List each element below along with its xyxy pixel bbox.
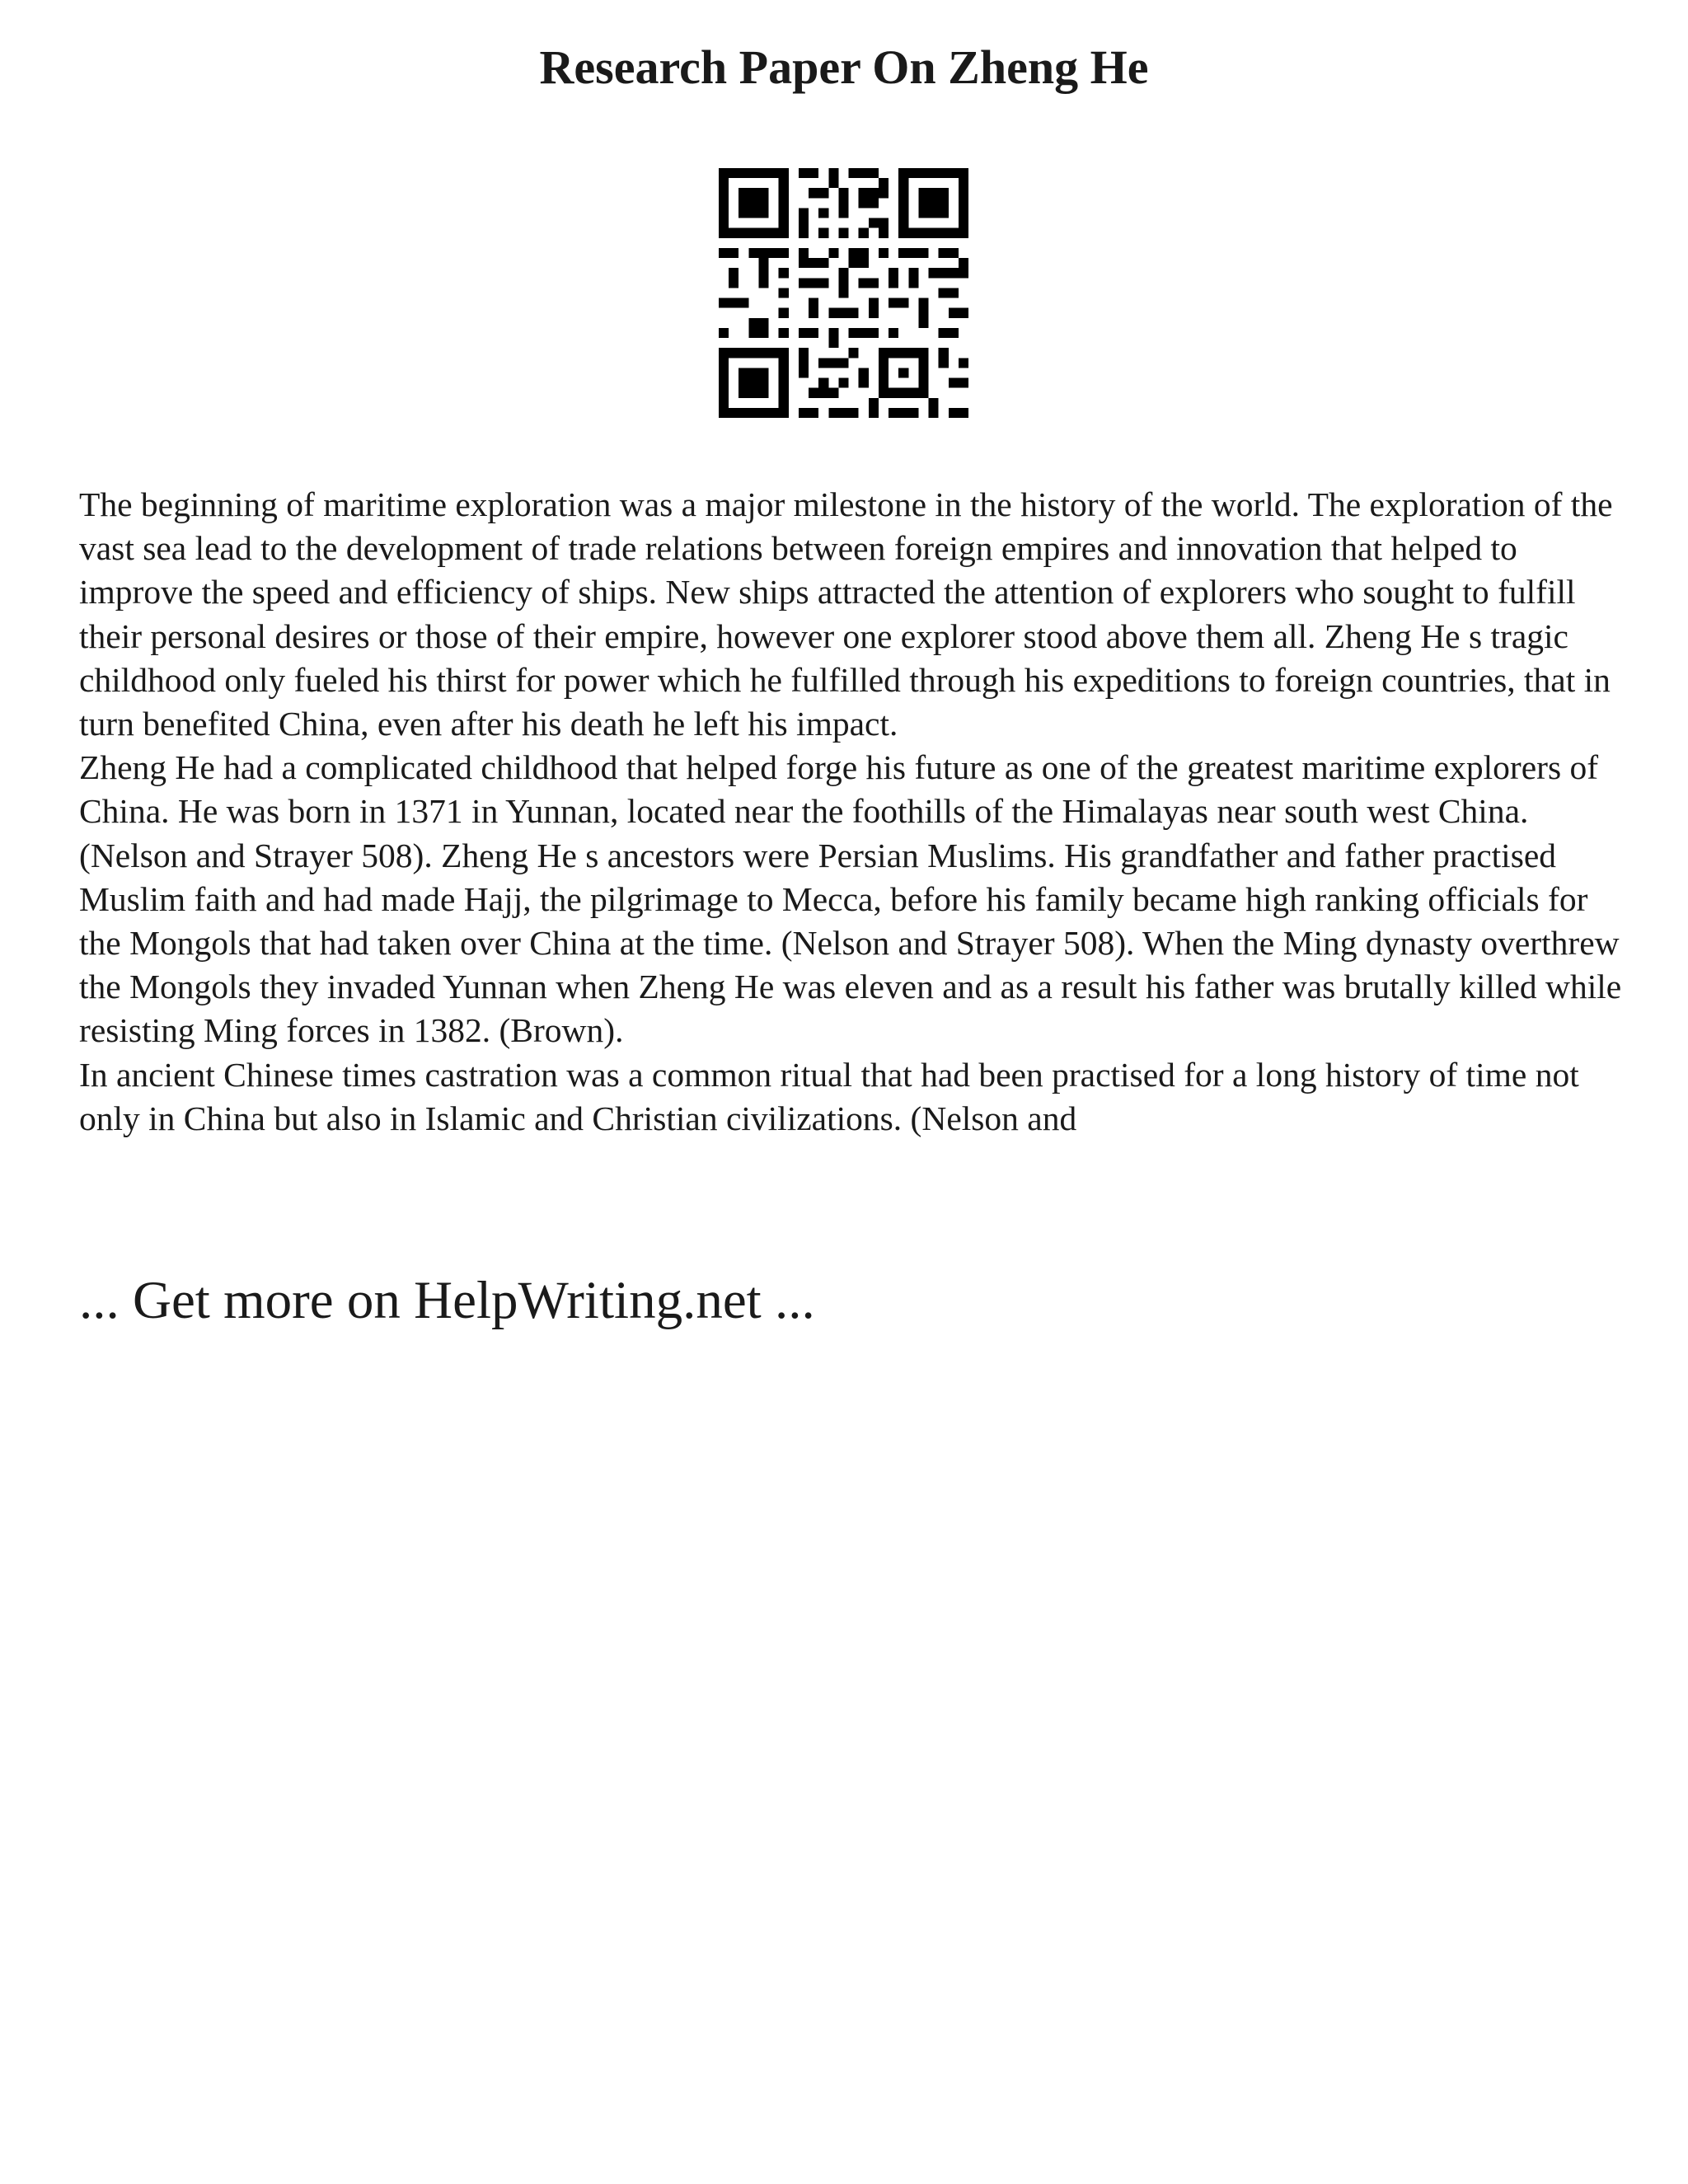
qr-code-icon <box>719 168 968 418</box>
paragraph-childhood: Zheng He had a complicated childhood that helped forge his future as one of the greatest maritime explorers of China. He was born in 1371 in Yunnan, located near the foothills of the Himalayas near south west China. (Nelson and Strayer 508). Zheng He s ancestors were Persian Muslims. His grandfather and father practised Muslim faith and had made Hajj, the pilgrimage to Mecca, before his family became high ranking officials for the Mongols that had taken over China at the time. (Nelson and Strayer 508). When the Ming dynasty overthrew the Mongols they invaded Yunnan when Zheng He was eleven and as a result his father was brutally killed while resisting Ming forces in 1382. (Brown). <box>79 748 1622 1050</box>
get-more-link[interactable]: ... Get more on HelpWriting.net ... <box>79 1271 815 1330</box>
paragraph-castration: In ancient Chinese times castration was a common ritual that had been practised for a long history of time not only in China but also in Islamic and Christian civilizations. (Nelson and <box>79 1055 1579 1137</box>
page-title: Research Paper On Zheng He <box>539 40 1149 94</box>
paragraph-intro: The beginning of maritime exploration was a major milestone in the history of the world. The exploration of the vast sea lead to the development of trade relations between foreign empires and innovation that helped to improve the speed and efficiency of ships. New ships attracted the attention of explorers who sought to fulfill their personal desires or those of their empire, however one explorer stood above them all. Zheng He s tragic childhood only fueled his thirst for power which he fulfilled through his expeditions to foreign countries, that in turn benefited China, even after his death he left his impact. <box>79 485 1613 743</box>
article-body <box>79 483 1629 1141</box>
